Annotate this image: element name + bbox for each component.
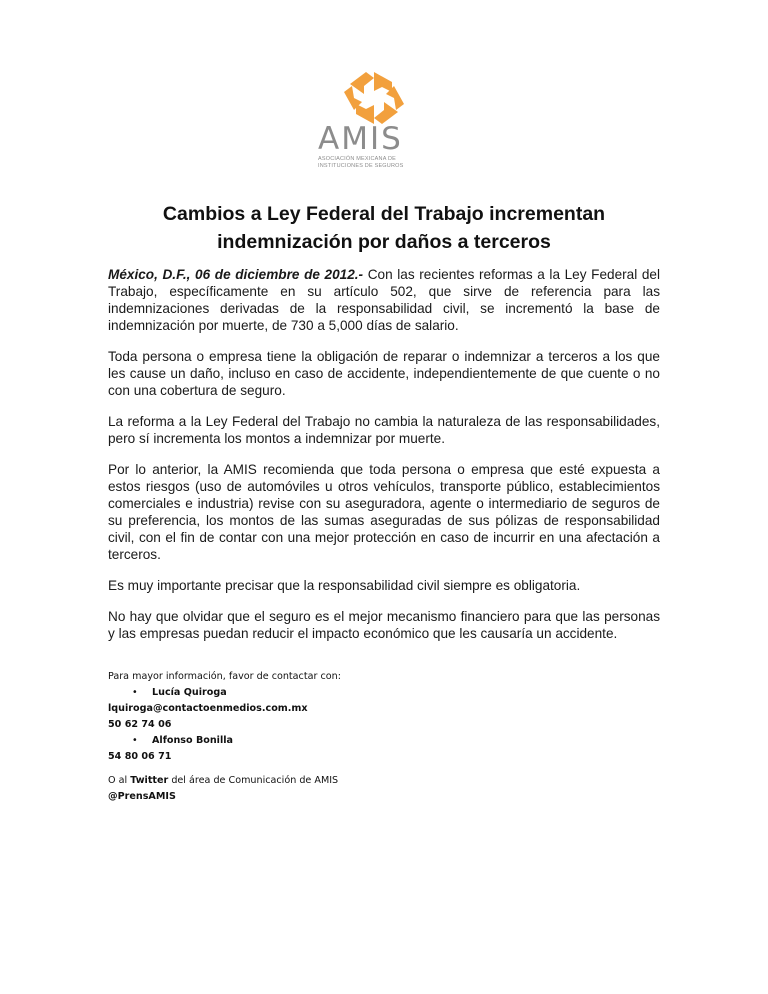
twitter-word: Twitter [130, 775, 169, 786]
press-release-title [108, 200, 660, 256]
logo-wordmark: AMIS [318, 121, 403, 157]
contact-person-1 [108, 685, 608, 701]
twitter-line [108, 773, 608, 789]
logo-subtitle-line2: INSTITUCIONES DE SEGUROS [318, 163, 404, 169]
press-release-body [108, 266, 660, 656]
paragraph-2: Toda persona o empresa tiene la obligación de reparar o indemnizar a terceros a los que les cause un daño, incluso en caso de accidente, independientemente de que cuente o no con una cobertura de seguro. [108, 349, 660, 398]
bullet-icon: • [132, 735, 138, 746]
logo-subtitle-line1: ASOCIACIÓN MEXICANA DE [318, 156, 397, 162]
twitter-handle[interactable]: @PrensAMIS [108, 791, 176, 802]
contact-block [108, 669, 608, 805]
paragraph-4: Por lo anterior, la AMIS recomienda que toda persona o empresa que esté expuesta a estos riesgos (uso de automóviles u otros vehículos, transporte público, establecimientos comerciales e industria) revise con su aseguradora, agente o intermediario de seguros de su preferencia, los montos de las sumas aseguradas de sus pólizas de responsabilidad civil, con el fin de contar con una mejor protección en caso de incurrir en una afectación a terceros. [108, 462, 660, 562]
paragraph-3: La reforma a la Ley Federal del Trabajo no cambia la naturaleza de las responsabilidades, pero sí incrementa los montos a indemnizar por muerte. [108, 414, 660, 446]
paragraph-1-text: Con las recientes reformas a la Ley Federal del Trabajo, específicamente en su artículo 502, que sirve de referencia para las indemnizaciones derivadas de la responsabilidad civil, se incrementó la base de indemnización por muerte, de 730 a 5,000 días de salario. [108, 267, 660, 333]
twitter-prefix: O al [108, 775, 131, 786]
amis-logo [318, 70, 438, 169]
contact-phone-1: 50 62 74 06 [108, 719, 172, 730]
contact-email-1[interactable]: lquiroga@contactoenmedios.com.mx [108, 703, 308, 714]
contact-name-1: Lucía Quiroga [152, 687, 227, 698]
amis-emblem-icon [338, 70, 410, 126]
bullet-icon: • [132, 687, 138, 698]
contact-intro: Para mayor información, favor de contactar con: [108, 671, 341, 682]
contact-name-2: Alfonso Bonilla [152, 735, 234, 746]
contact-phone-2: 54 80 06 71 [108, 751, 172, 762]
paragraph-6: No hay que olvidar que el seguro es el mejor mecanismo financiero para que las personas y las empresas puedan reducir el impacto económico que les causaría un accidente. [108, 609, 660, 641]
contact-person-2 [108, 733, 608, 749]
title-line-1: Cambios a Ley Federal del Trabajo incrementan [162, 203, 606, 225]
title-line-2: indemnización por daños a terceros [217, 231, 551, 253]
dateline: México, D.F., 06 de diciembre de 2012.- [108, 267, 364, 282]
paragraph-5: Es muy importante precisar que la responsabilidad civil siempre es obligatoria. [108, 578, 581, 593]
twitter-suffix: del área de Comunicación de AMIS [168, 775, 339, 786]
paragraph-1 [108, 266, 660, 334]
